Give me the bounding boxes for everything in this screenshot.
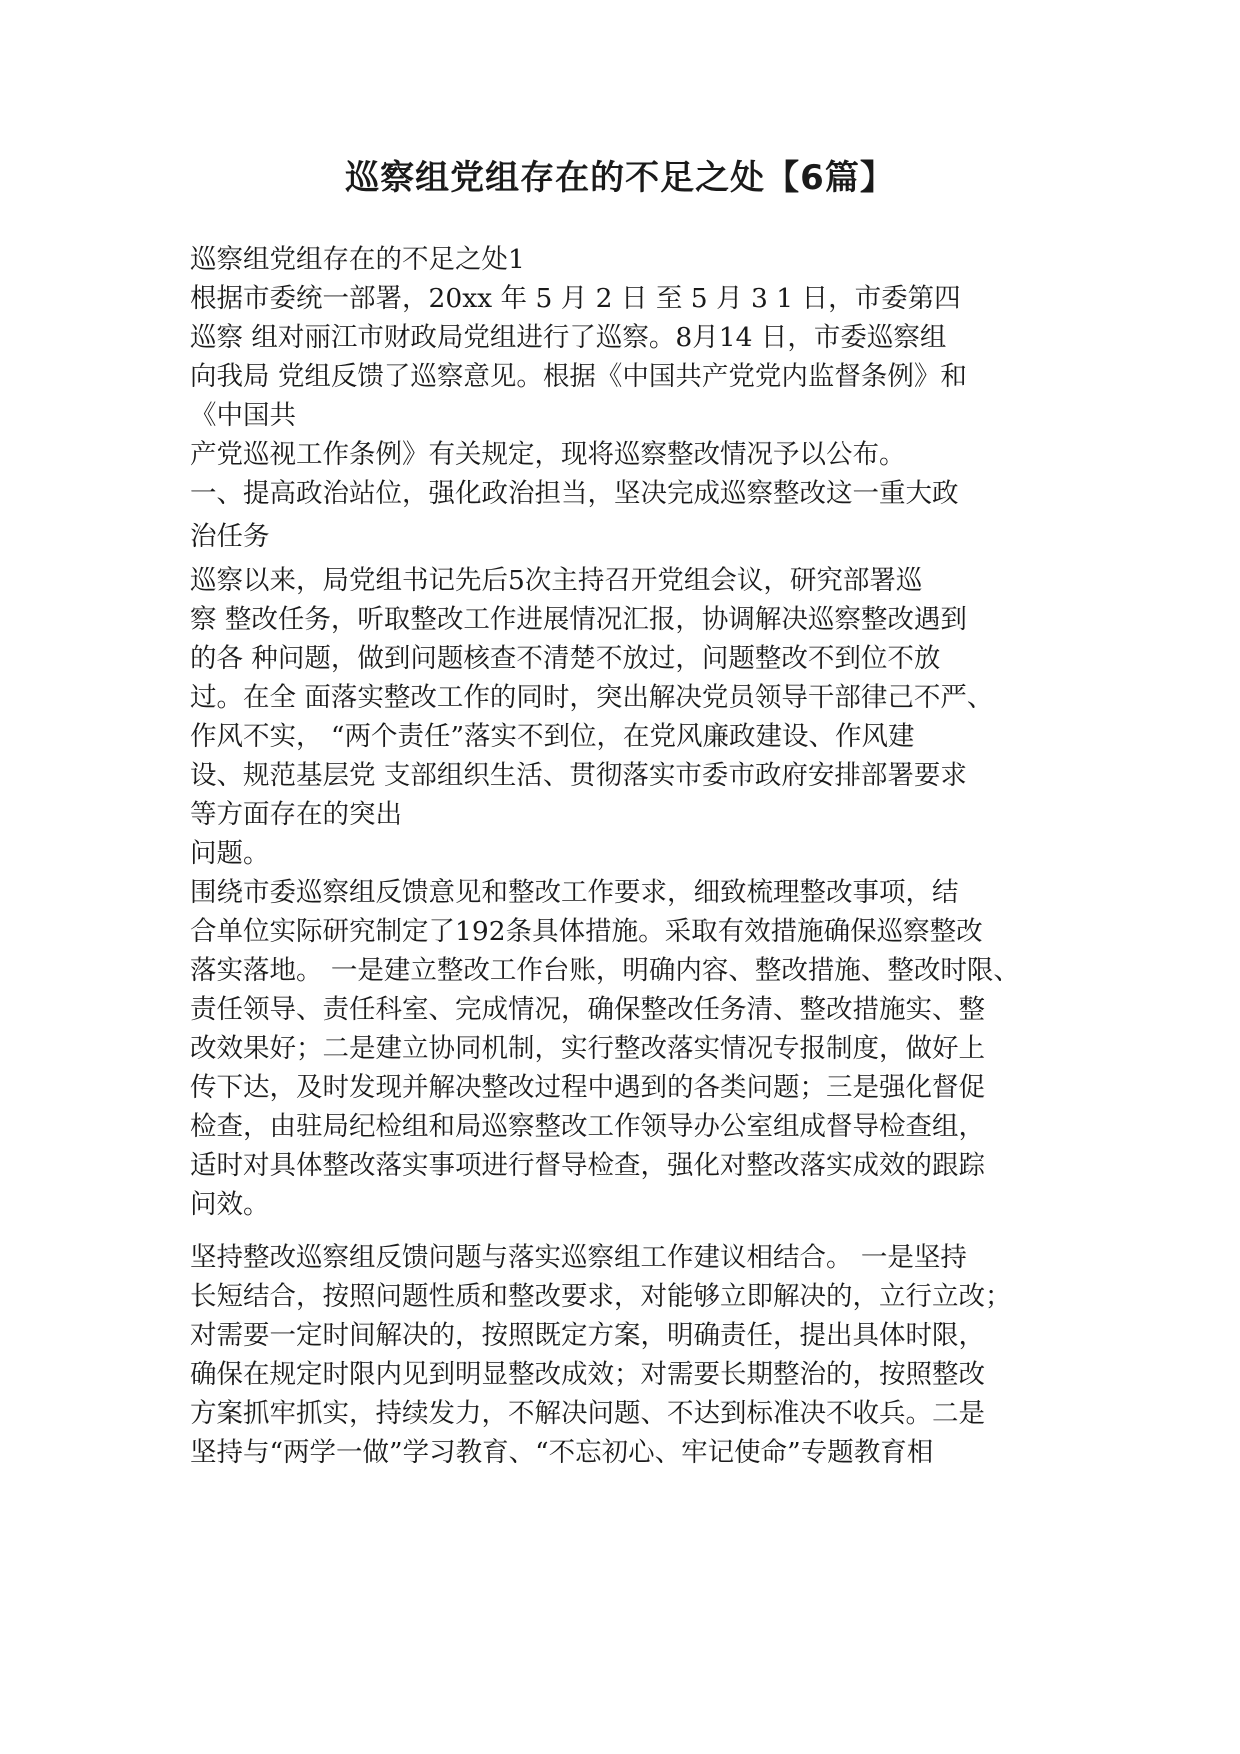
text-line: 适时对具体整改落实事项进行督导检查，强化对整改落实成效的跟踪 xyxy=(190,1150,985,1181)
text-line: 设、规范基层党 支部组织生活、贯彻落实市委市政府安排部署要求 xyxy=(190,760,967,791)
text-line: 对需要一定时间解决的，按照既定方案，明确责任，提出具体时限， xyxy=(190,1320,985,1351)
text-line: 等方面存在的突出 xyxy=(190,799,402,830)
text-line: 合单位实际研究制定了192条具体措施。采取有效措施确保巡察整改 xyxy=(190,916,983,947)
text-line: 长短结合，按照问题性质和整改要求，对能够立即解决的，立行立改； xyxy=(190,1281,1012,1312)
text-line: 治任务 xyxy=(190,521,270,552)
text-line: 落实落地。 一是建立整改工作台账，明确内容、整改措施、整改时限、 xyxy=(190,955,1020,986)
text-line: 的各 种问题，做到问题核查不清楚不放过，问题整改不到位不放 xyxy=(190,643,941,674)
text-line: 过。在全 面落实整改工作的同时，突出解决党员领导干部律己不严、 xyxy=(190,682,994,713)
text-line: 检查，由驻局纪检组和局巡察整改工作领导办公室组成督导检查组， xyxy=(190,1111,985,1142)
text-line: 方案抓牢抓实，持续发力，不解决问题、不达到标准决不收兵。二是 xyxy=(190,1398,985,1429)
section-heading: 巡察组党组存在的不足之处1 xyxy=(190,244,525,275)
text-line: 围绕市委巡察组反馈意见和整改工作要求，细致梳理整改事项，结 xyxy=(190,877,959,908)
text-line: 作风不实， “两个责任”落实不到位，在党风廉政建设、作风建 xyxy=(190,721,915,752)
text-line: 察 整改任务，听取整改工作进展情况汇报，协调解决巡察整改遇到 xyxy=(190,604,967,635)
text-line: 一、提高政治站位，强化政治担当，坚决完成巡察整改这一重大政 xyxy=(190,478,959,509)
text-line: 巡察 组对丽江市财政局党组进行了巡察。8月14 日，市委巡察组 xyxy=(190,322,947,353)
text-line: 产党巡视工作条例》有关规定，现将巡察整改情况予以公布。 xyxy=(190,439,906,470)
text-line: 传下达，及时发现并解决整改过程中遇到的各类问题；三是强化督促 xyxy=(190,1072,985,1103)
text-line: 问效。 xyxy=(190,1189,270,1220)
paragraph-spacer xyxy=(190,1224,1060,1238)
text-line: 改效果好；二是建立协同机制，实行整改落实情况专报制度，做好上 xyxy=(190,1033,985,1064)
document-title: 巡察组党组存在的不足之处【6篇】 xyxy=(345,158,895,198)
text-line: 坚持与“两学一做”学习教育、“不忘初心、牢记使命”专题教育相 xyxy=(190,1437,934,1468)
text-line: 《中国共 xyxy=(190,400,296,431)
text-line: 确保在规定时限内见到明显整改成效；对需要长期整治的，按照整改 xyxy=(190,1359,985,1390)
text-line: 问题。 xyxy=(190,838,270,869)
text-line: 坚持整改巡察组反馈问题与落实巡察组工作建议相结合。 一是坚持 xyxy=(190,1242,967,1273)
document-body xyxy=(190,240,1060,1472)
text-line: 向我局 党组反馈了巡察意见。根据《中国共产党党内监督条例》和 xyxy=(190,361,967,392)
text-line: 根据市委统一部署，20xx 年 5 月 2 日 至 5 月 3 1 日，市委第四 xyxy=(190,283,961,314)
text-line: 责任领导、责任科室、完成情况，确保整改任务清、整改措施实、整 xyxy=(190,994,985,1025)
text-line: 巡察以来，局党组书记先后5次主持召开党组会议，研究部署巡 xyxy=(190,565,923,596)
